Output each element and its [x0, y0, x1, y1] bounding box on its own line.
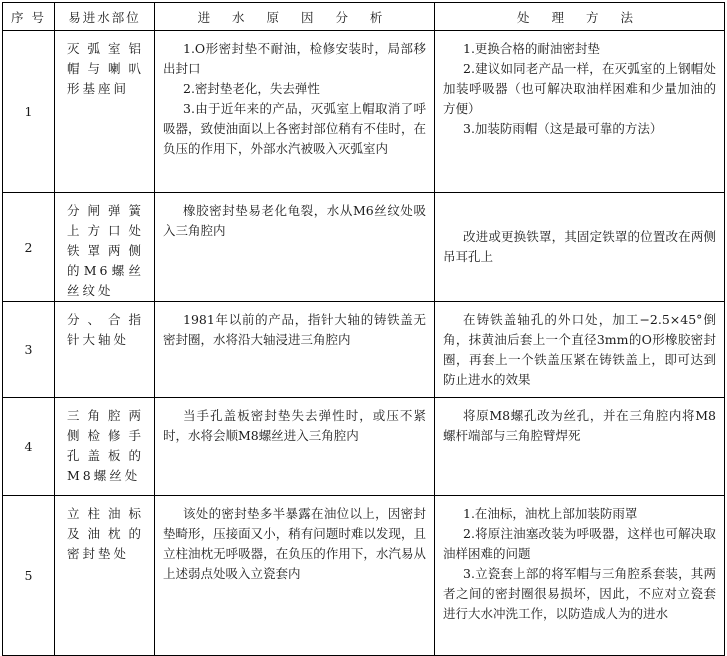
- cause-cell: [155, 193, 435, 302]
- method-item: 3.加装防雨帽（这是最可靠的方法）: [463, 121, 663, 136]
- water-ingress-table-page: [2, 2, 724, 642]
- row-number: 4: [3, 398, 55, 496]
- method-cell: [435, 398, 725, 496]
- header-row: [3, 3, 725, 31]
- cause-item: 1981年以前的产品，指针大轴的铸铁盖无密封圈，水将沿大轴浸进三角腔内: [163, 312, 426, 347]
- ingress-location: 三角腔两侧检修手孔盖板的M8螺丝处: [55, 398, 155, 496]
- method-item: 2.将原注油塞改装为呼吸器，这样也可解决取油样困难的问题: [443, 526, 716, 561]
- table-row: [3, 496, 725, 656]
- method-item: 3.立瓷套上部的将军帽与三角腔系套装，其两者之间的密封圈很易损坏，因此，不应对立瓷套进行大水冲洗工作，以防造成人为的进水: [443, 566, 716, 621]
- header-no: 序 号: [3, 3, 55, 31]
- method-item: 改进或更换铁罩，其固定铁罩的位置改在两侧吊耳孔上: [443, 229, 716, 264]
- cause-cell: [155, 302, 435, 398]
- method-cell: [435, 31, 725, 193]
- cause-item: 橡胶密封垫易老化龟裂，水从M6丝纹处吸入三角腔内: [163, 203, 426, 238]
- method-item: 在铸铁盖轴孔的外口处，加工−2.5×45°倒角，抹黄油后套上一个直径3mm的O形橡胶密封圈，再套上一个铁盖压紧在铸铁盖上，即可达到防止进水的效果: [443, 312, 716, 387]
- method-item: 1.更换合格的耐油密封垫: [463, 41, 600, 56]
- cause-item: 2.密封垫老化，失去弹性: [183, 81, 320, 96]
- cause-item: 1.O形密封垫不耐油，检修安装时，局部移出封口: [163, 41, 426, 76]
- cause-item: 当手孔盖板密封垫失去弹性时，或压不紧时，水将会顺M8螺丝进入三角腔内: [163, 408, 426, 443]
- cause-item: 该处的密封垫多半暴露在油位以上，因密封垫畸形，压接面又小，稍有问题时难以发现，且立柱油枕无呼吸器，在负压的作用下，水汽易从上述弱点处吸入立瓷套内: [163, 506, 426, 581]
- row-number: 3: [3, 302, 55, 398]
- cause-item: 3.由于近年来的产品，灭弧室上帽取消了呼吸器，致使油面以上各密封部位稍有不佳时，在负压的作用下，外部水汽被吸入灭弧室内: [163, 101, 426, 156]
- method-cell: [435, 302, 725, 398]
- cause-cell: [155, 31, 435, 193]
- table-row: [3, 31, 725, 193]
- method-item: 将原M8螺孔改为丝孔，并在三角腔内将M8螺杆端部与三角腔臂焊死: [443, 408, 716, 443]
- row-number: 1: [3, 31, 55, 193]
- table-row: [3, 302, 725, 398]
- ingress-location: 分、合指针大轴处: [55, 302, 155, 398]
- method-item: 1.在油标，油枕上部加装防雨罩: [463, 506, 638, 521]
- table-row: [3, 193, 725, 302]
- ingress-location: 立柱油标及油枕的密封垫处: [55, 496, 155, 656]
- ingress-location: 分闸弹簧上方口处铁罩两侧的M6螺丝丝纹处: [55, 193, 155, 302]
- header-method: 处 理 方 法: [435, 3, 725, 31]
- cause-cell: [155, 496, 435, 656]
- row-number: 2: [3, 193, 55, 302]
- header-cause: 进 水 原 因 分 析: [155, 3, 435, 31]
- row-number: 5: [3, 496, 55, 656]
- method-cell: [435, 496, 725, 656]
- cause-cell: [155, 398, 435, 496]
- method-item: 2.建议如同老产品一样，在灭弧室的上钢帽处加装呼吸器（也可解决取油样困难和少量加油的方便）: [443, 61, 716, 116]
- table-row: [3, 398, 725, 496]
- method-cell: [435, 193, 725, 302]
- ingress-location: 灭弧室铝帽与喇叭形基座间: [55, 31, 155, 193]
- water-ingress-table: [2, 2, 725, 656]
- header-location: 易进水部位: [55, 3, 155, 31]
